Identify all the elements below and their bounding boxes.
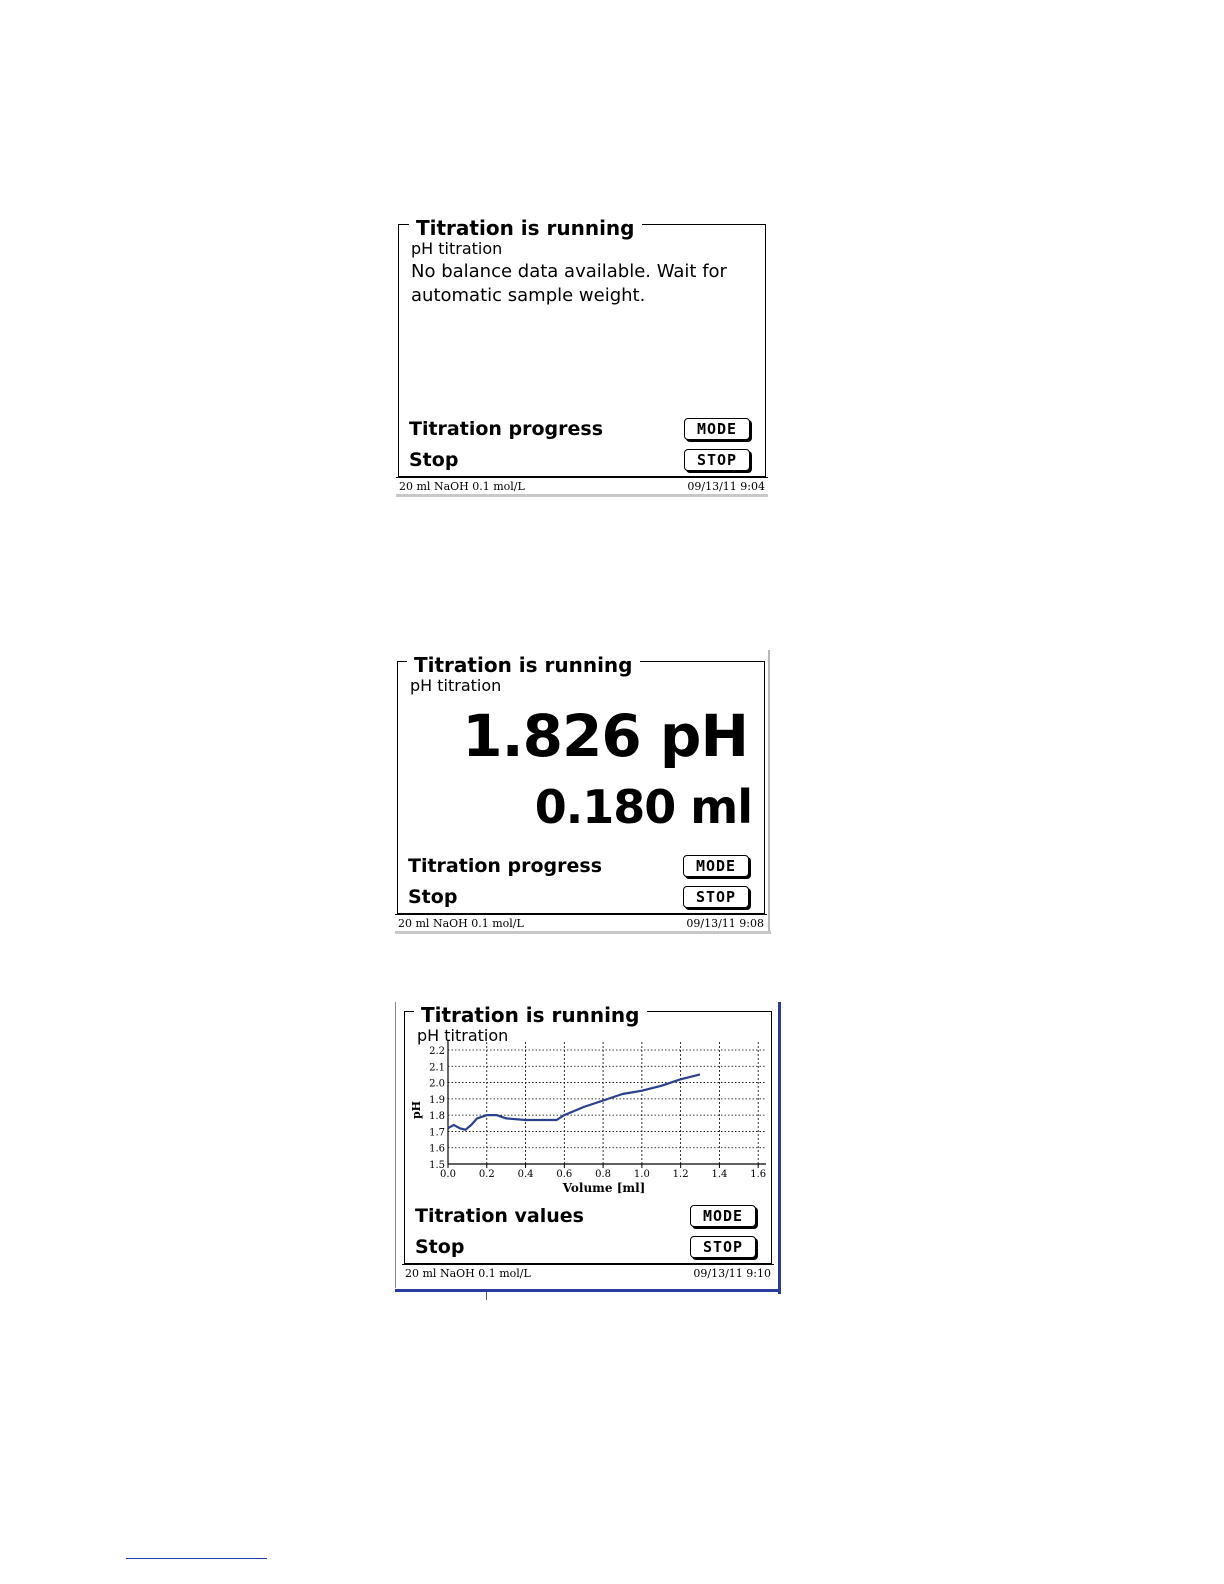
x-tick-label: 1.4: [711, 1169, 728, 1180]
stop-label: Stop: [409, 449, 459, 471]
ph-reading: 1.826 pH: [462, 702, 748, 770]
y-axis-label: pH: [410, 1100, 423, 1120]
screen-title: Titration is running: [414, 1004, 647, 1026]
y-tick-label: 1.5: [429, 1160, 445, 1171]
x-tick-label: 0.4: [517, 1169, 534, 1180]
reagent-label: 20 ml NaOH 0.1 mol/L: [405, 1267, 531, 1280]
window-edge-left: [395, 1002, 396, 1288]
status-bar: [402, 1264, 774, 1281]
stop-label: Stop: [415, 1236, 465, 1258]
volume-reading: 0.180 ml: [534, 780, 752, 834]
y-tick-label: 1.7: [429, 1127, 445, 1139]
method-subtitle: pH titration: [417, 1026, 509, 1045]
mode-button[interactable]: MODE: [683, 855, 749, 877]
date-time: 09/13/11 9:04: [687, 480, 765, 493]
y-tick-label: 2.1: [429, 1062, 445, 1074]
y-tick-label: 2.2: [429, 1046, 445, 1057]
status-bar: [396, 477, 768, 494]
status-bar-shadow: [396, 494, 768, 497]
titration-progress-label: Titration progress: [409, 418, 604, 440]
date-time: 09/13/11 9:08: [686, 917, 764, 930]
x-tick-label: 0.0: [440, 1169, 456, 1180]
stop-button[interactable]: STOP: [683, 886, 749, 908]
x-tick-label: 0.6: [556, 1169, 573, 1180]
titration-values-label: Titration values: [415, 1205, 584, 1227]
method-subtitle: pH titration: [411, 239, 503, 258]
stop-label: Stop: [408, 886, 458, 908]
y-tick-label: 1.6: [429, 1143, 445, 1155]
window-edge: [768, 650, 770, 932]
titration-progress-label: Titration progress: [408, 855, 603, 877]
titration-chart: [404, 1044, 774, 1204]
stop-button[interactable]: STOP: [684, 449, 750, 471]
x-tick-label: 0.2: [478, 1169, 495, 1180]
y-tick-label: 1.8: [429, 1111, 445, 1123]
status-message: No balance data available. Wait for automatic sample weight.: [411, 261, 727, 306]
screen-title: Titration is running: [407, 654, 640, 676]
screen-titration-curve: [392, 1000, 788, 1298]
x-tick-label: 1.0: [633, 1169, 650, 1180]
reagent-label: 20 ml NaOH 0.1 mol/L: [398, 917, 524, 930]
window-edge-bottom: [395, 1289, 781, 1292]
x-tick-label: 1.2: [672, 1169, 689, 1180]
reagent-label: 20 ml NaOH 0.1 mol/L: [399, 480, 525, 493]
x-axis-label: Volume [ml]: [562, 1181, 646, 1195]
y-tick-label: 1.9: [429, 1094, 445, 1106]
mode-button[interactable]: MODE: [684, 418, 750, 440]
footnote-separator: [126, 1558, 267, 1559]
status-bar: [395, 914, 767, 931]
window-edge-right: [778, 1002, 781, 1294]
screen-live-reading: [392, 648, 774, 938]
underlying-window-fragment: [486, 1292, 487, 1300]
y-tick-label: 2.0: [429, 1078, 445, 1090]
screen-title: Titration is running: [409, 217, 642, 239]
stop-button[interactable]: STOP: [690, 1236, 756, 1258]
x-tick-label: 1.6: [750, 1169, 767, 1180]
status-bar-shadow: [395, 931, 771, 934]
screen-balance-wait: [392, 215, 772, 500]
x-tick-label: 0.8: [595, 1169, 612, 1180]
mode-button[interactable]: MODE: [690, 1205, 756, 1227]
date-time: 09/13/11 9:10: [693, 1267, 771, 1280]
method-subtitle: pH titration: [410, 676, 502, 695]
